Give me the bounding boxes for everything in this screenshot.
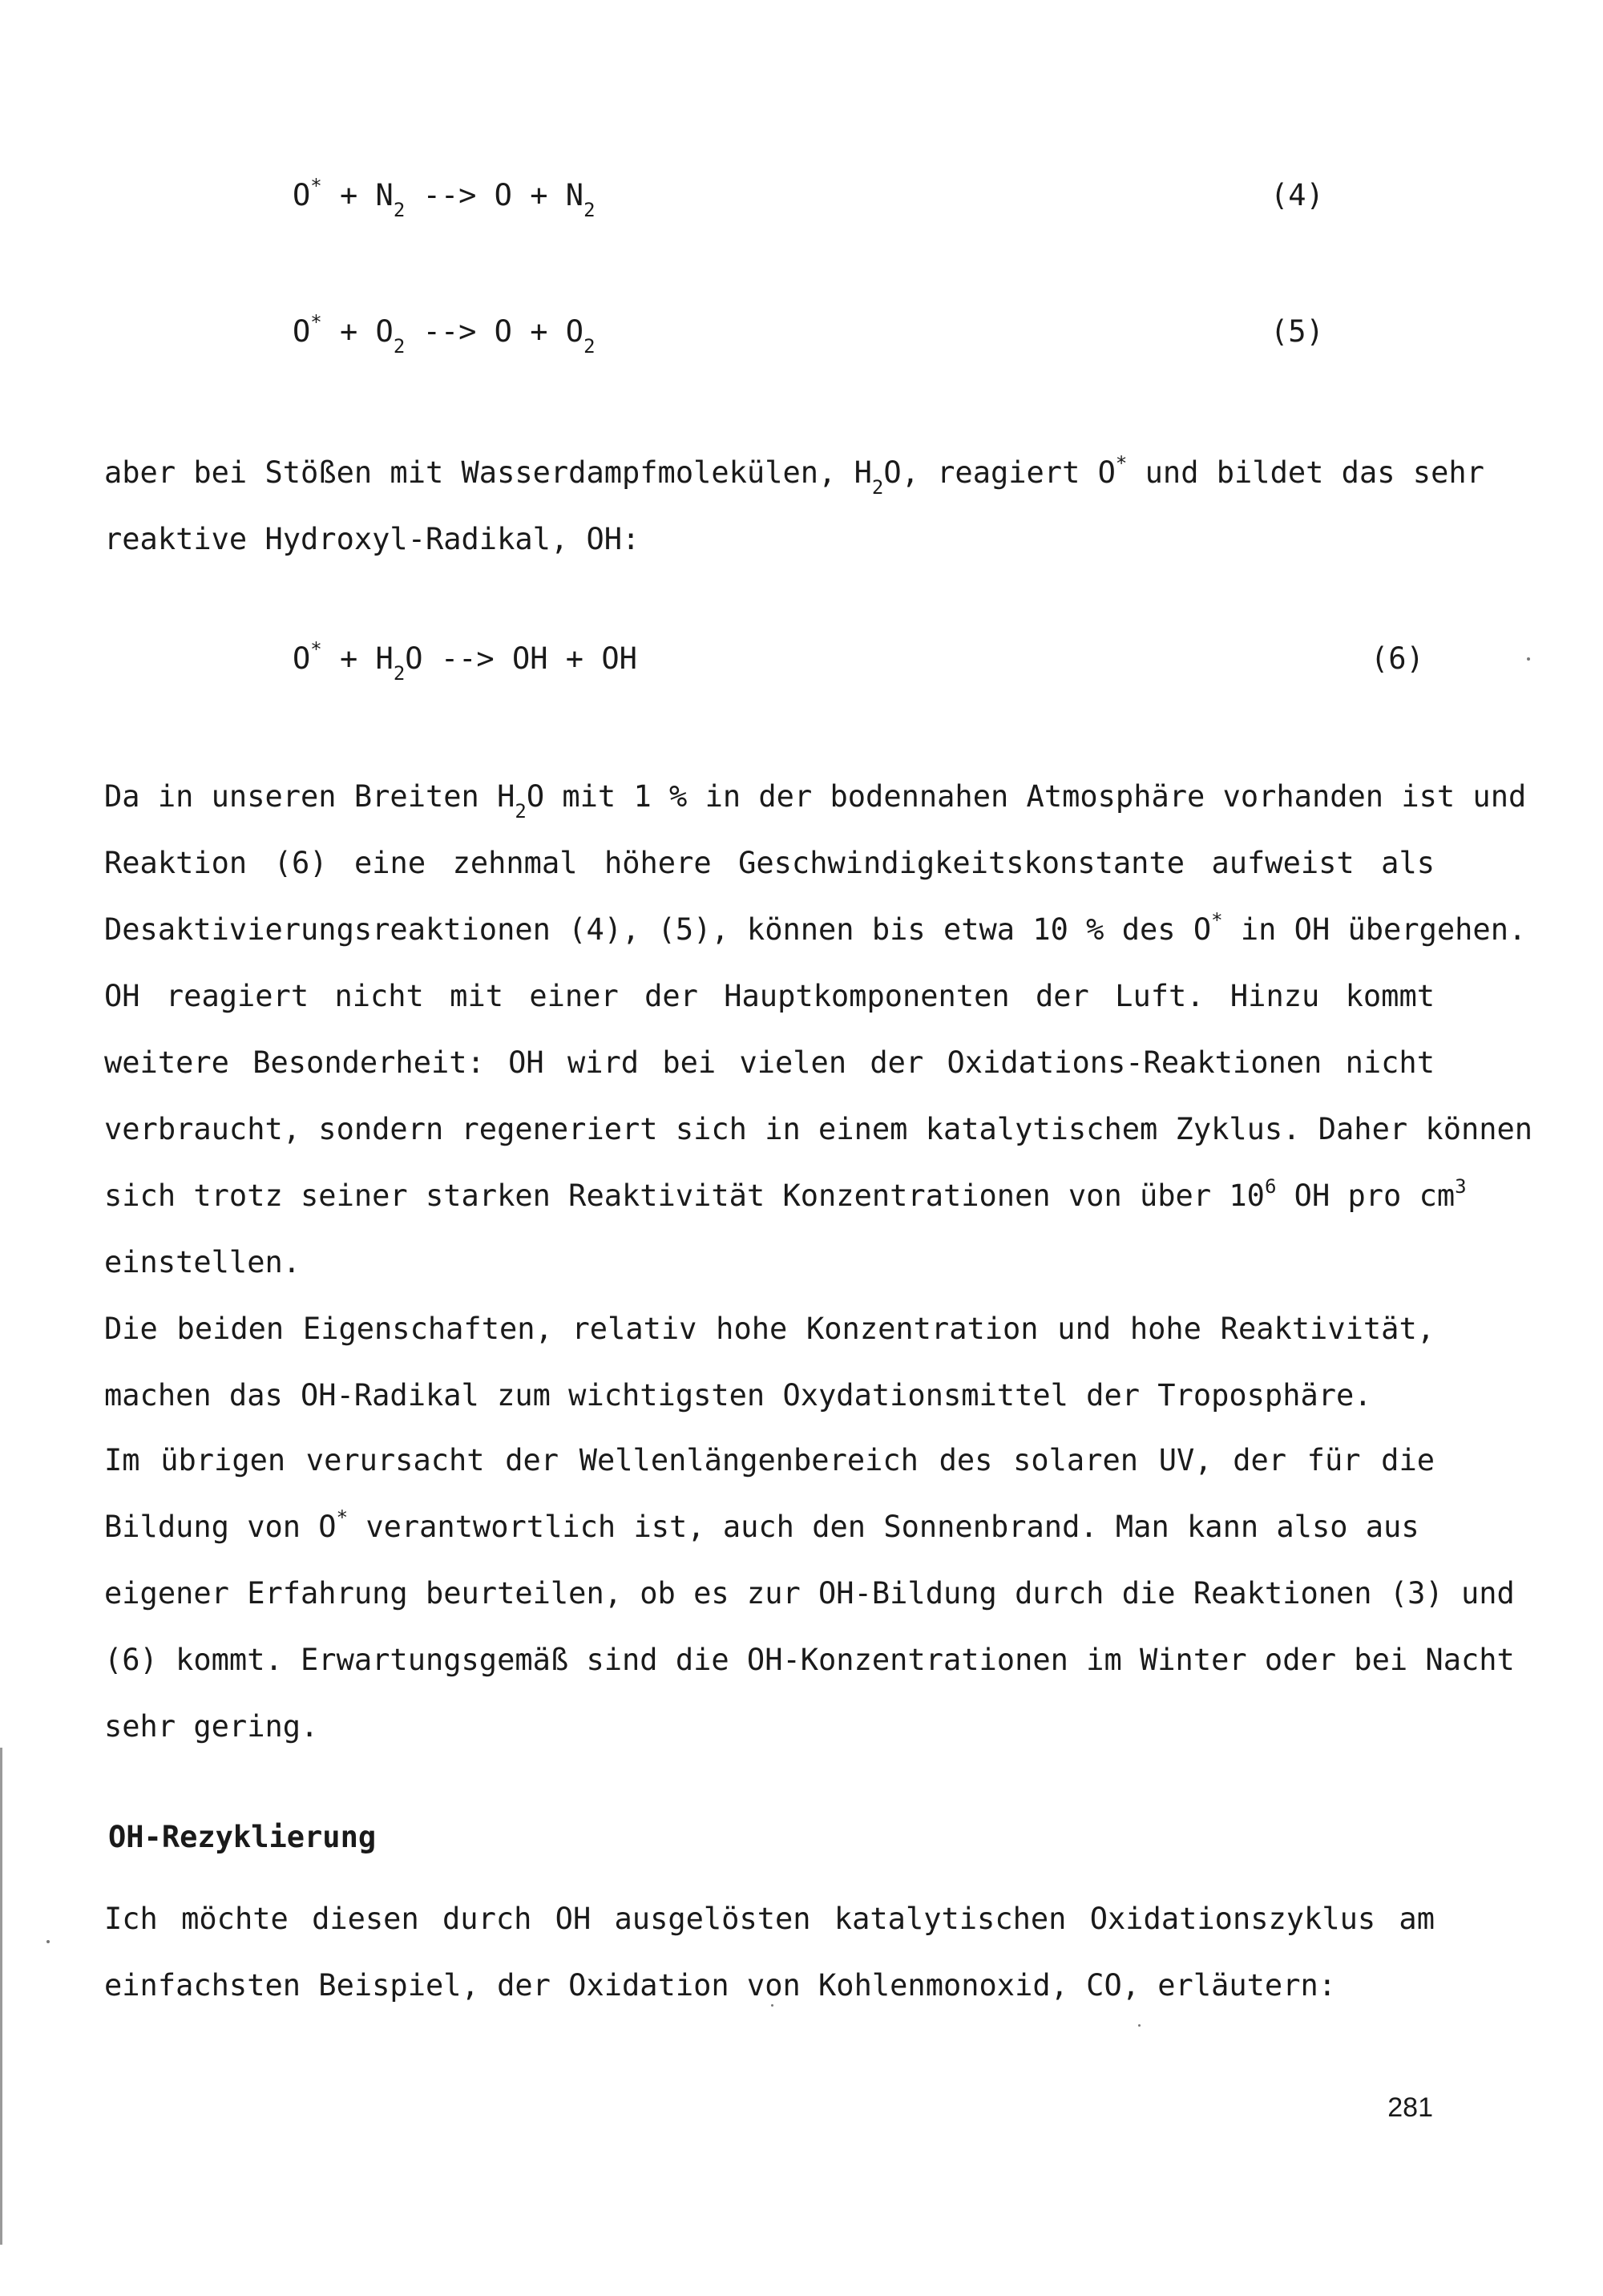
text-segment: Desaktivierungsreaktionen (4), (5), können bis etwa 10 % des O xyxy=(104,912,1212,947)
eq-sup: * xyxy=(310,311,322,333)
text-line: Reaktion (6) eine zehnmal höhere Geschwindigkeitskonstante aufweist als xyxy=(104,846,1435,880)
eq-sub: 2 xyxy=(583,199,596,221)
eq-arrow: --> O + O xyxy=(405,314,584,349)
text-line xyxy=(104,439,1484,506)
text-line: machen das OH-Radikal zum wichtigsten Oxydationsmittel der Troposphäre. xyxy=(104,1378,1372,1413)
text-line: eigener Erfahrung beurteilen, ob es zur OH-Bildung durch die Reaktionen (3) und xyxy=(104,1576,1515,1611)
text-segment: O, reagiert O xyxy=(883,455,1116,490)
eq-op: + O xyxy=(321,314,394,349)
text-segment: Da in unseren Breiten H xyxy=(104,779,515,814)
scan-speck xyxy=(1138,2024,1141,2027)
scan-edge-line xyxy=(0,1748,2,2245)
equation-number: (5) xyxy=(1270,314,1324,349)
eq-arrow: O --> OH + OH xyxy=(405,641,637,676)
text-line xyxy=(104,1162,1467,1229)
text-line xyxy=(104,896,1527,963)
text-line: OH reagiert nicht mit einer der Hauptkomponenten der Luft. Hinzu kommt xyxy=(104,979,1435,1013)
eq-sub: 2 xyxy=(583,335,596,358)
subscript: 2 xyxy=(515,800,527,823)
scan-speck xyxy=(46,1940,50,1943)
paragraph-4 xyxy=(104,1427,1515,1760)
text-segment: Bildung von O xyxy=(104,1510,337,1544)
text-segment: aber bei Stößen mit Wasserdampfmolekülen, H xyxy=(104,455,872,490)
superscript: * xyxy=(1115,452,1128,475)
text-line xyxy=(104,763,1527,830)
text-segment: und bildet das sehr xyxy=(1127,455,1484,490)
equation-number: (6) xyxy=(1371,641,1424,676)
equation-number: (4) xyxy=(1270,178,1324,212)
paragraph-5 xyxy=(104,1886,1435,2019)
text-line: sehr gering. xyxy=(104,1709,319,1744)
superscript: 6 xyxy=(1264,1175,1277,1198)
text-segment: sich trotz seiner starken Reaktivität Konzentrationen von über 10 xyxy=(104,1178,1265,1213)
paragraph-1 xyxy=(104,439,1484,572)
text-line: weitere Besonderheit: OH wird bei vielen der Oxidations-Reaktionen nicht xyxy=(104,1045,1435,1080)
text-line: Ich möchte diesen durch OH ausgelösten katalytischen Oxidationszyklus am xyxy=(104,1902,1435,1936)
text-line: verbraucht, sondern regeneriert sich in einem katalytischem Zyklus. Daher können xyxy=(104,1112,1533,1146)
text-line: Die beiden Eigenschaften, relativ hohe Konzentration und hohe Reaktivität, xyxy=(104,1312,1435,1346)
superscript: * xyxy=(336,1506,349,1529)
paragraph-3 xyxy=(104,1296,1435,1429)
subscript: 2 xyxy=(871,476,884,499)
text-segment: verantwortlich ist, auch den Sonnenbrand. Man kann also aus xyxy=(348,1510,1419,1544)
superscript: 3 xyxy=(1455,1175,1467,1198)
eq-lhs: O xyxy=(293,641,311,676)
eq-sup: * xyxy=(310,638,322,661)
text-line: (6) kommt. Erwartungsgemäß sind die OH-Konzentrationen im Winter oder bei Nacht xyxy=(104,1643,1515,1677)
text-line: einfachsten Beispiel, der Oxidation von Kohlenmonoxid, CO, erläutern: xyxy=(104,1968,1337,2003)
text-segment: OH pro cm xyxy=(1276,1178,1456,1213)
eq-lhs: O xyxy=(293,178,311,212)
text-line: reaktive Hydroxyl-Radikal, OH: xyxy=(104,522,640,556)
section-heading: OH-Rezyklierung xyxy=(108,1820,377,1854)
superscript: * xyxy=(1211,909,1223,932)
eq-sub: 2 xyxy=(393,199,406,221)
paragraph-2 xyxy=(104,763,1533,1296)
text-line: Im übrigen verursacht der Wellenlängenbereich des solaren UV, der für die xyxy=(104,1443,1435,1477)
eq-op: + H xyxy=(321,641,394,676)
text-segment: in OH übergehen. xyxy=(1222,912,1527,947)
eq-sub: 2 xyxy=(393,662,406,685)
text-line: einstellen. xyxy=(104,1245,301,1279)
eq-sup: * xyxy=(310,175,322,197)
text-segment: O mit 1 % in der bodennahen Atmosphäre vorhanden ist und xyxy=(526,779,1527,814)
scan-speck xyxy=(1527,657,1530,661)
page-number: 281 xyxy=(1387,2092,1433,2123)
text-line xyxy=(104,1494,1435,1560)
equation-6 xyxy=(293,638,1424,685)
equation-4 xyxy=(293,175,1415,221)
equation-5 xyxy=(293,311,1415,358)
eq-lhs: O xyxy=(293,314,311,349)
eq-arrow: --> O + N xyxy=(405,178,584,212)
eq-sub: 2 xyxy=(393,335,406,358)
eq-op: + N xyxy=(321,178,394,212)
